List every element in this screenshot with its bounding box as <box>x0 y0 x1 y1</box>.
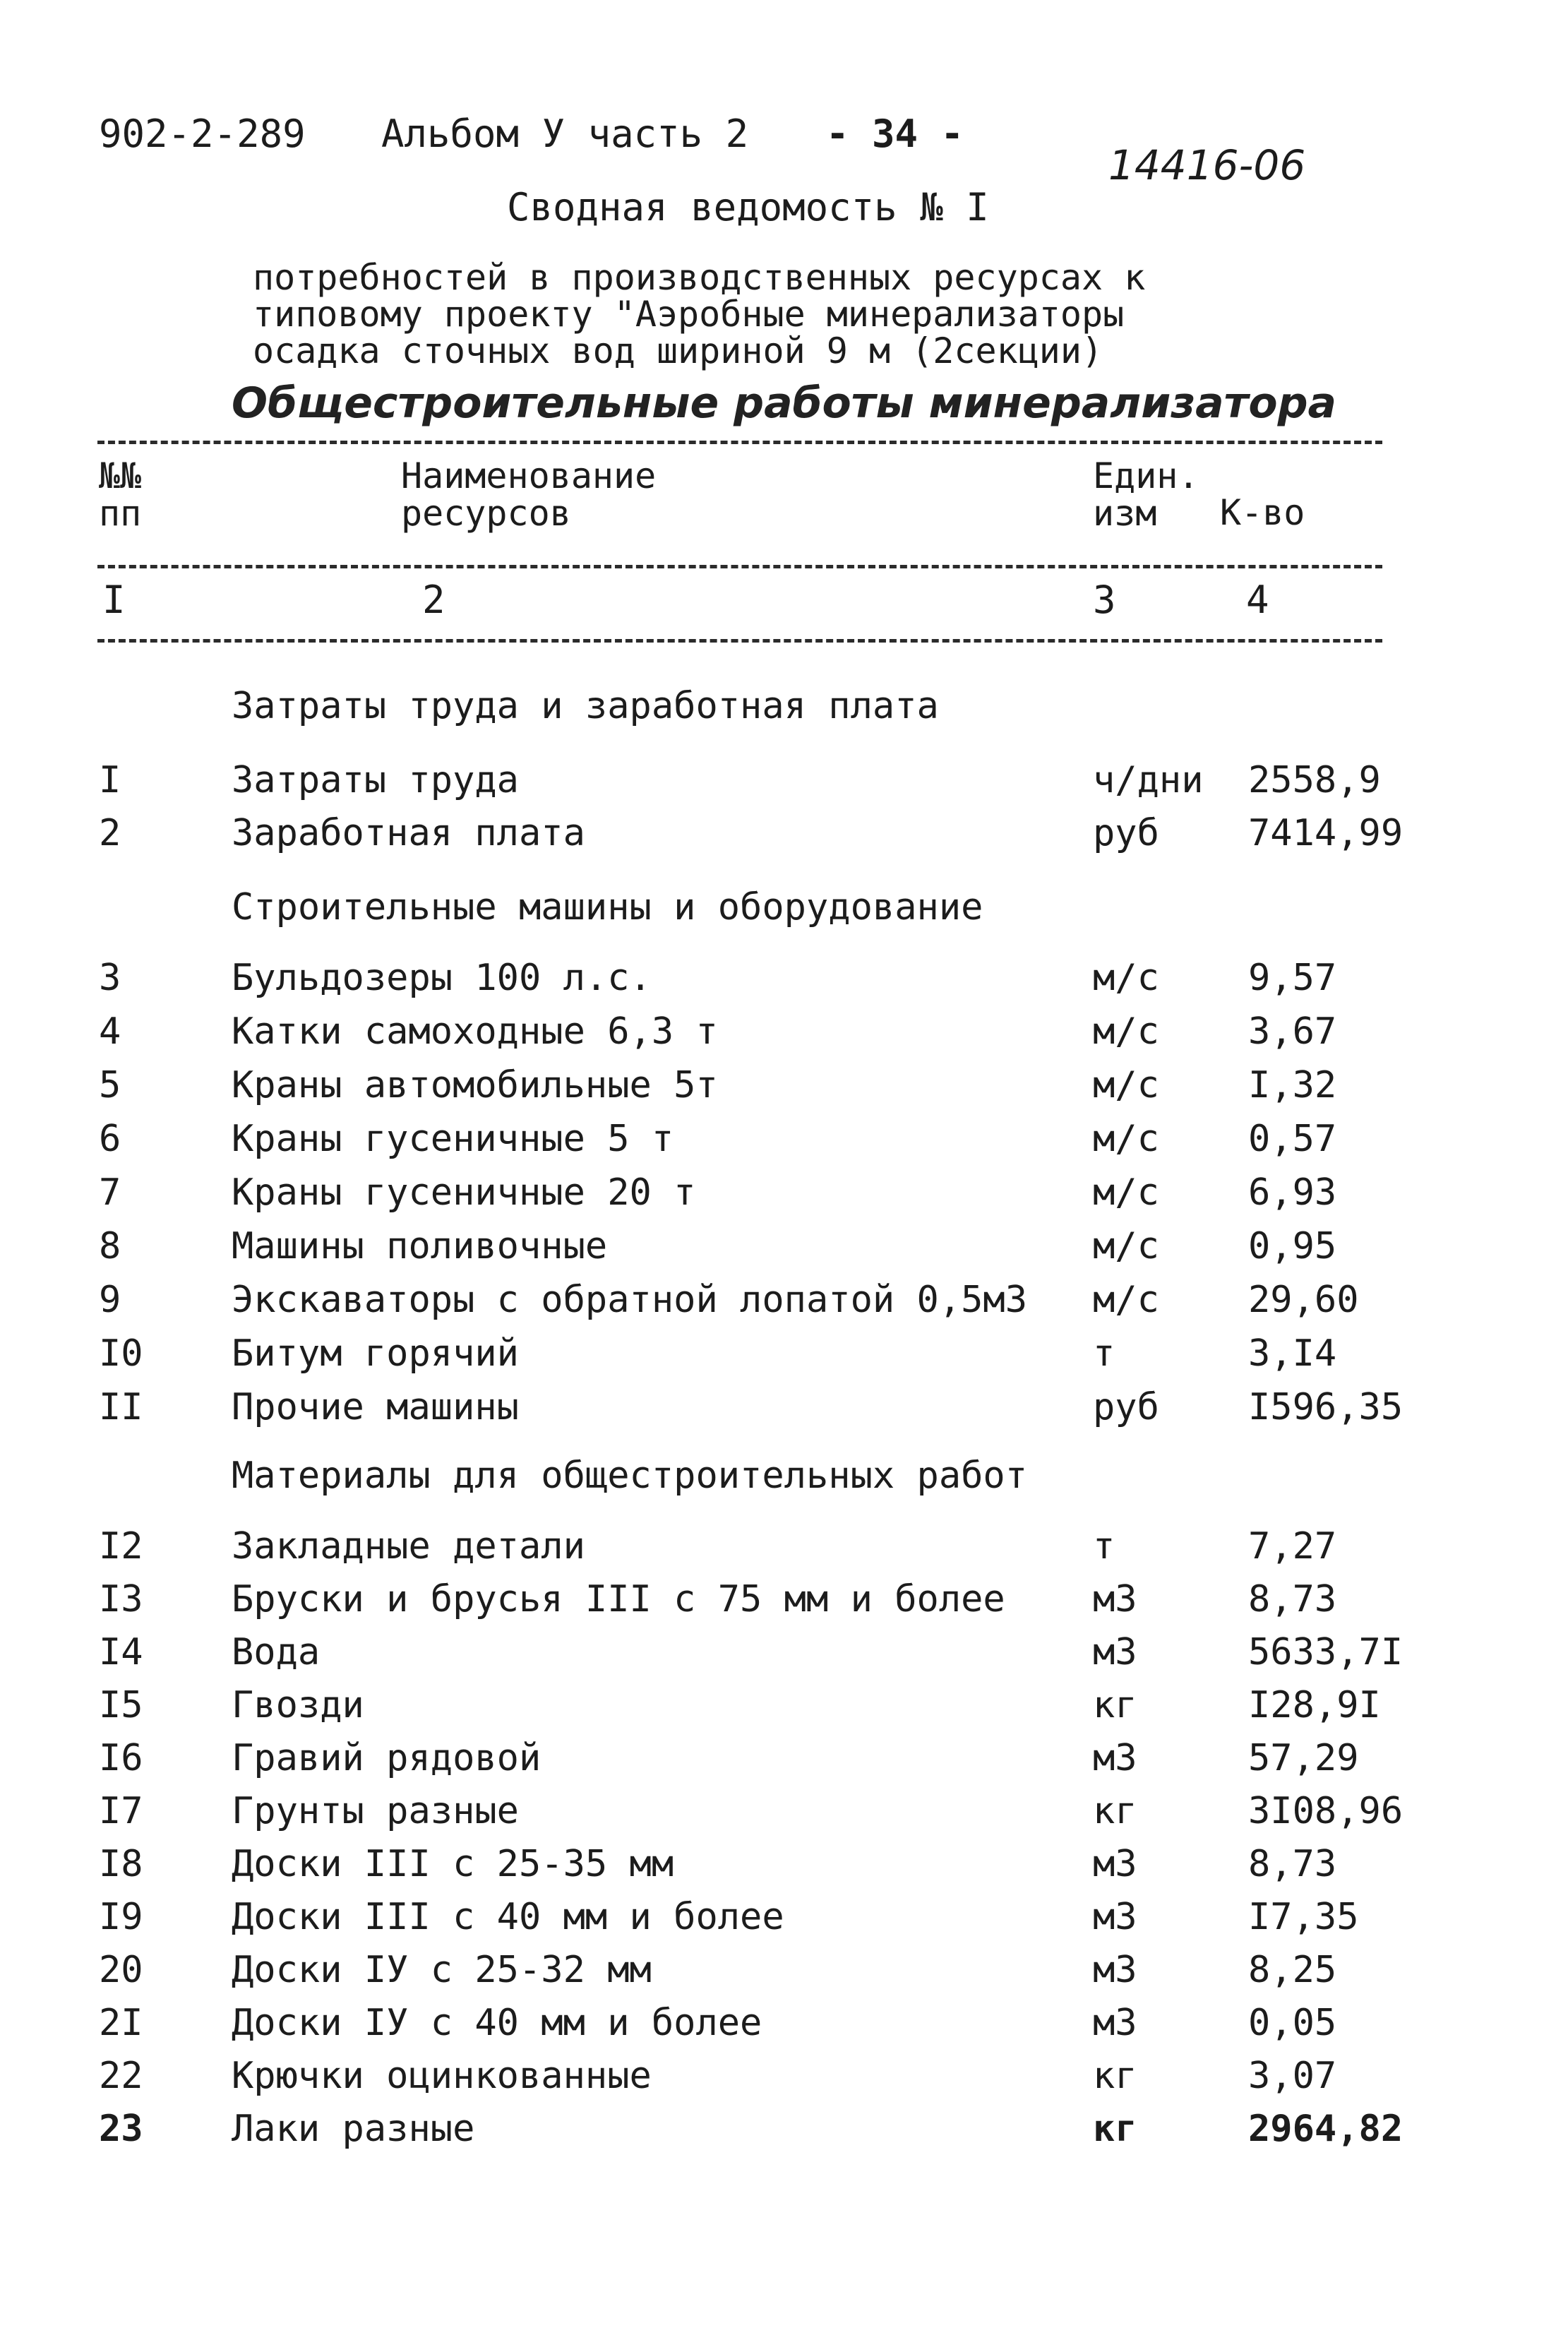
row-unit: м3 <box>1093 1578 1137 1620</box>
row-unit: ч/дни <box>1093 759 1204 801</box>
column-header-number: №№ пп <box>99 455 142 534</box>
row-quantity: 7,27 <box>1248 1525 1337 1568</box>
table-row <box>0 1525 1568 1575</box>
header-divider-bottom <box>97 639 1382 643</box>
row-name: Машины поливочные <box>232 1225 608 1267</box>
row-quantity: I596,35 <box>1248 1386 1404 1428</box>
document-code: 902-2-289 <box>99 112 306 156</box>
table-row <box>0 1896 1568 1945</box>
row-name: Прочие машины <box>232 1386 519 1428</box>
header-divider-top <box>97 441 1382 444</box>
row-number: 6 <box>99 1118 121 1160</box>
row-unit: кг <box>1093 2055 1137 2097</box>
table-row <box>0 1843 1568 1892</box>
column-number-3: 3 <box>1093 578 1116 622</box>
row-name: Бруски и брусья III с 75 мм и более <box>232 1578 1005 1620</box>
row-unit: кг <box>1093 1790 1137 1832</box>
row-quantity: I,32 <box>1248 1064 1337 1106</box>
row-quantity: 0,05 <box>1248 2002 1337 2044</box>
row-number: 7 <box>99 1171 121 1214</box>
row-quantity: 3,67 <box>1248 1010 1337 1053</box>
row-name: Лаки разные <box>232 2108 475 2150</box>
row-unit: м3 <box>1093 1737 1137 1779</box>
row-quantity: 2964,82 <box>1248 2108 1404 2150</box>
column-number-2: 2 <box>422 578 445 622</box>
row-unit: м3 <box>1093 2002 1137 2044</box>
row-unit: м3 <box>1093 1631 1137 1673</box>
table-row <box>0 957 1568 1006</box>
row-quantity: 5633,7I <box>1248 1631 1404 1673</box>
row-unit: м/с <box>1093 1279 1159 1321</box>
row-unit: м3 <box>1093 1949 1137 1991</box>
row-number: I2 <box>99 1525 143 1568</box>
table-row <box>0 1279 1568 1328</box>
row-number: I3 <box>99 1578 143 1620</box>
table-row <box>0 812 1568 861</box>
row-number: 20 <box>99 1949 143 1991</box>
section-heading-labor: Затраты труда и заработная плата <box>232 685 939 727</box>
row-number: I4 <box>99 1631 143 1673</box>
table-row <box>0 1386 1568 1435</box>
row-name: Бульдозеры 100 л.с. <box>232 957 652 999</box>
row-unit: м3 <box>1093 1896 1137 1938</box>
row-unit: т <box>1093 1332 1115 1375</box>
row-name: Доски IУ с 40 мм и более <box>232 2002 762 2044</box>
row-number: 2I <box>99 2002 143 2044</box>
row-number: I <box>99 759 121 801</box>
row-quantity: I7,35 <box>1248 1896 1359 1938</box>
row-quantity: 57,29 <box>1248 1737 1359 1779</box>
row-name: Гравий рядовой <box>232 1737 541 1779</box>
row-quantity: 7414,99 <box>1248 812 1404 854</box>
table-row <box>0 1171 1568 1221</box>
row-unit: м/с <box>1093 1171 1159 1214</box>
row-number: I0 <box>99 1332 143 1375</box>
table-row <box>0 2002 1568 2051</box>
album-label: Альбом У часть 2 <box>381 112 749 156</box>
row-quantity: 8,73 <box>1248 1578 1337 1620</box>
table-row <box>0 1737 1568 1786</box>
row-name: Вода <box>232 1631 321 1673</box>
row-quantity: 2558,9 <box>1248 759 1381 801</box>
row-name: Доски III с 40 мм и более <box>232 1896 784 1938</box>
row-number: I5 <box>99 1684 143 1726</box>
row-name: Доски III с 25-35 мм <box>232 1843 674 1885</box>
row-unit: кг <box>1093 2108 1137 2150</box>
row-quantity: I28,9I <box>1248 1684 1381 1726</box>
row-number: I6 <box>99 1737 143 1779</box>
table-row <box>0 1949 1568 1998</box>
row-unit: кг <box>1093 1684 1137 1726</box>
column-number-4: 4 <box>1246 578 1269 622</box>
row-name: Гвозди <box>232 1684 364 1726</box>
table-row <box>0 1631 1568 1681</box>
header-divider-middle <box>97 565 1382 568</box>
row-quantity: 3,I4 <box>1248 1332 1337 1375</box>
row-quantity: 0,57 <box>1248 1118 1337 1160</box>
page-number: - 34 - <box>826 112 964 156</box>
row-name: Экскаваторы с обратной лопатой 0,5м3 <box>232 1279 1028 1321</box>
section-title-handwritten: Общестроительные работы минерализатора <box>232 378 1337 428</box>
subtitle-line-1: потребностей в производственных ресурсах к <box>253 257 1146 298</box>
row-number: 9 <box>99 1279 121 1321</box>
row-name: Затраты труда <box>232 759 519 801</box>
page-title: Сводная ведомость № I <box>507 185 989 229</box>
row-quantity: 6,93 <box>1248 1171 1337 1214</box>
row-name: Заработная плата <box>232 812 585 854</box>
row-name: Доски IУ с 25-32 мм <box>232 1949 652 1991</box>
row-unit: м/с <box>1093 1118 1159 1160</box>
row-unit: м3 <box>1093 1843 1137 1885</box>
table-row <box>0 759 1568 808</box>
row-quantity: 29,60 <box>1248 1279 1359 1321</box>
row-quantity: 3I08,96 <box>1248 1790 1404 1832</box>
row-name: Битум горячий <box>232 1332 519 1375</box>
row-name: Закладные детали <box>232 1525 585 1568</box>
row-number: 8 <box>99 1225 121 1267</box>
section-heading-materials: Материалы для общестроительных работ <box>232 1455 1028 1497</box>
row-quantity: 0,95 <box>1248 1225 1337 1267</box>
row-number: II <box>99 1386 143 1428</box>
table-row <box>0 1064 1568 1114</box>
row-number: 22 <box>99 2055 143 2097</box>
table-row <box>0 1225 1568 1275</box>
subtitle-line-2: типовому проекту "Аэробные минерализаторы <box>253 294 1125 335</box>
row-name: Крючки оцинкованные <box>232 2055 652 2097</box>
row-unit: руб <box>1093 1386 1159 1428</box>
column-header-name: Наименование ресурсов <box>401 455 657 534</box>
row-number: I7 <box>99 1790 143 1832</box>
row-unit: т <box>1093 1525 1115 1568</box>
handwritten-id: 14416-06 <box>1108 141 1306 189</box>
row-name: Катки самоходные 6,3 т <box>232 1010 718 1053</box>
row-number: I9 <box>99 1896 143 1938</box>
row-number: 3 <box>99 957 121 999</box>
table-row <box>0 1118 1568 1167</box>
row-number: I8 <box>99 1843 143 1885</box>
table-row <box>0 2108 1568 2157</box>
row-number: 5 <box>99 1064 121 1106</box>
row-name: Краны автомобильные 5т <box>232 1064 718 1106</box>
row-quantity: 8,25 <box>1248 1949 1337 1991</box>
table-row <box>0 1790 1568 1839</box>
row-unit: м/с <box>1093 957 1159 999</box>
column-number-1: I <box>102 578 126 622</box>
subtitle-line-3: осадка сточных вод шириной 9 м (2секции) <box>253 330 1103 371</box>
row-unit: м/с <box>1093 1010 1159 1053</box>
table-row <box>0 1684 1568 1733</box>
table-row <box>0 1578 1568 1628</box>
row-name: Краны гусеничные 20 т <box>232 1171 696 1214</box>
row-number: 4 <box>99 1010 121 1053</box>
row-number: 23 <box>99 2108 143 2150</box>
column-header-unit: Един. изм <box>1093 455 1199 534</box>
column-header-quantity: К-во <box>1220 492 1305 533</box>
table-row <box>0 1010 1568 1060</box>
row-number: 2 <box>99 812 121 854</box>
row-quantity: 8,73 <box>1248 1843 1337 1885</box>
row-unit: м/с <box>1093 1064 1159 1106</box>
row-quantity: 3,07 <box>1248 2055 1337 2097</box>
table-row <box>0 1332 1568 1382</box>
row-unit: м/с <box>1093 1225 1159 1267</box>
row-unit: руб <box>1093 812 1159 854</box>
table-row <box>0 2055 1568 2104</box>
row-quantity: 9,57 <box>1248 957 1337 999</box>
row-name: Грунты разные <box>232 1790 519 1832</box>
section-heading-machines: Строительные машины и оборудование <box>232 886 983 929</box>
row-name: Краны гусеничные 5 т <box>232 1118 674 1160</box>
